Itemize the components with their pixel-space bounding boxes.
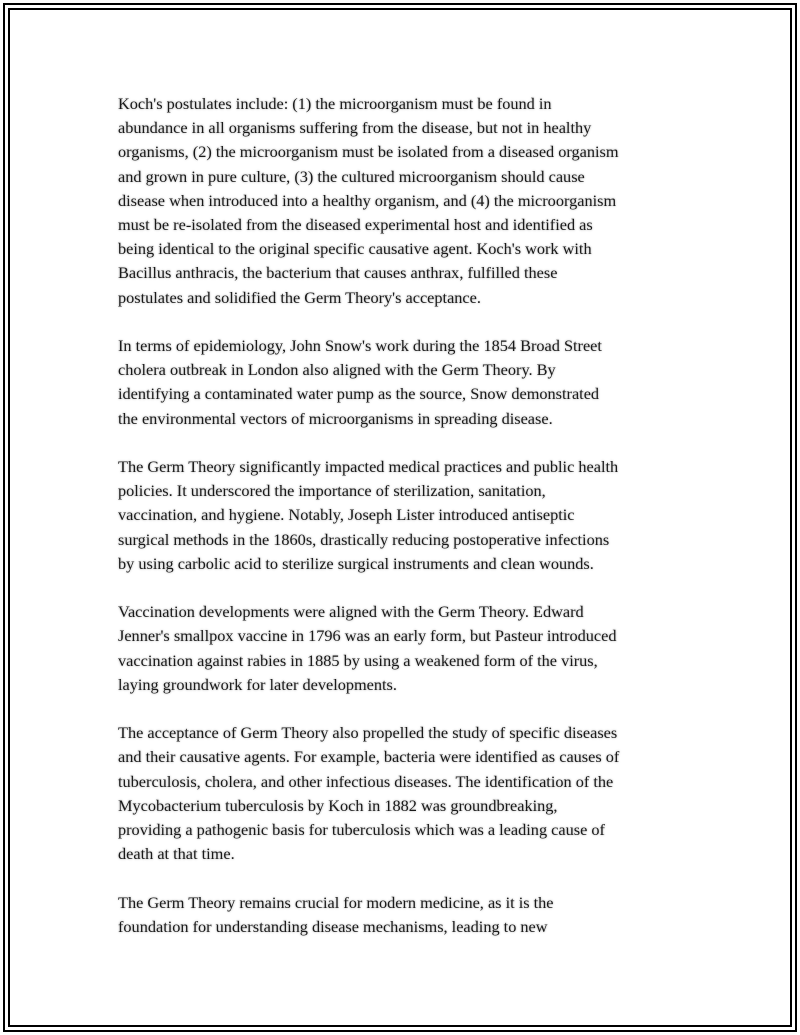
text-line: by using carbolic acid to sterilize surgical instruments and clean wounds. bbox=[118, 553, 594, 573]
text-line: In terms of epidemiology, John Snow's work during the 1854 Broad Street bbox=[118, 336, 602, 356]
text-line: tuberculosis, cholera, and other infectious diseases. The identification of the bbox=[118, 771, 614, 791]
text-line: death at that time. bbox=[118, 844, 235, 864]
text-line: postulates and solidified the Germ Theory's acceptance. bbox=[118, 287, 481, 307]
text-line: Bacillus anthracis, the bacterium that causes anthrax, fulfilled these bbox=[118, 263, 558, 283]
text-line: The Germ Theory significantly impacted medical practices and public health bbox=[118, 457, 619, 477]
text-line: foundation for understanding disease mechanisms, leading to new bbox=[118, 916, 548, 936]
text-line: surgical methods in the 1860s, drastically reducing postoperative infections bbox=[118, 529, 610, 549]
text-line: laying groundwork for later developments. bbox=[118, 674, 397, 694]
paragraph-vaccination bbox=[118, 600, 688, 697]
paragraph-medical-practices bbox=[118, 455, 688, 576]
document-body bbox=[118, 92, 688, 963]
text-line: must be re-isolated from the diseased experimental host and identified as bbox=[118, 215, 593, 235]
text-line: identifying a contaminated water pump as the source, Snow demonstrated bbox=[118, 384, 600, 404]
text-line: disease when introduced into a healthy organism, and (4) the microorganism bbox=[118, 190, 617, 210]
text-line: vaccination against rabies in 1885 by using a weakened form of the virus, bbox=[118, 650, 598, 670]
text-line: Vaccination developments were aligned with the Germ Theory. Edward bbox=[118, 602, 584, 622]
text-line: policies. It underscored the importance of sterilization, sanitation, bbox=[118, 481, 546, 501]
text-line: abundance in all organisms suffering from the disease, but not in healthy bbox=[118, 118, 592, 138]
text-line: Koch's postulates include: (1) the microorganism must be found in bbox=[118, 94, 552, 113]
text-line: being identical to the original specific causative agent. Koch's work with bbox=[118, 239, 592, 259]
paragraph-koch-postulates bbox=[118, 92, 688, 310]
text-line: the environmental vectors of microorganisms in spreading disease. bbox=[118, 408, 553, 428]
text-line: and their causative agents. For example, bacteria were identified as causes of bbox=[118, 747, 620, 767]
paragraph-modern-medicine bbox=[118, 891, 688, 939]
text-line: providing a pathogenic basis for tuberculosis which was a leading cause of bbox=[118, 820, 605, 840]
text-line: and grown in pure culture, (3) the cultured microorganism should cause bbox=[118, 166, 585, 186]
text-line: Mycobacterium tuberculosis by Koch in 1882 was groundbreaking, bbox=[118, 795, 558, 815]
text-line: The acceptance of Germ Theory also propelled the study of specific diseases bbox=[118, 723, 618, 743]
text-line: organisms, (2) the microorganism must be isolated from a diseased organism bbox=[118, 142, 619, 162]
text-line: cholera outbreak in London also aligned with the Germ Theory. By bbox=[118, 360, 556, 380]
text-line: vaccination, and hygiene. Notably, Joseph Lister introduced antiseptic bbox=[118, 505, 575, 525]
paragraph-specific-diseases bbox=[118, 721, 688, 866]
paragraph-john-snow bbox=[118, 334, 688, 431]
text-line: The Germ Theory remains crucial for modern medicine, as it is the bbox=[118, 892, 554, 912]
text-line: Jenner's smallpox vaccine in 1796 was an early form, but Pasteur introduced bbox=[118, 626, 617, 646]
